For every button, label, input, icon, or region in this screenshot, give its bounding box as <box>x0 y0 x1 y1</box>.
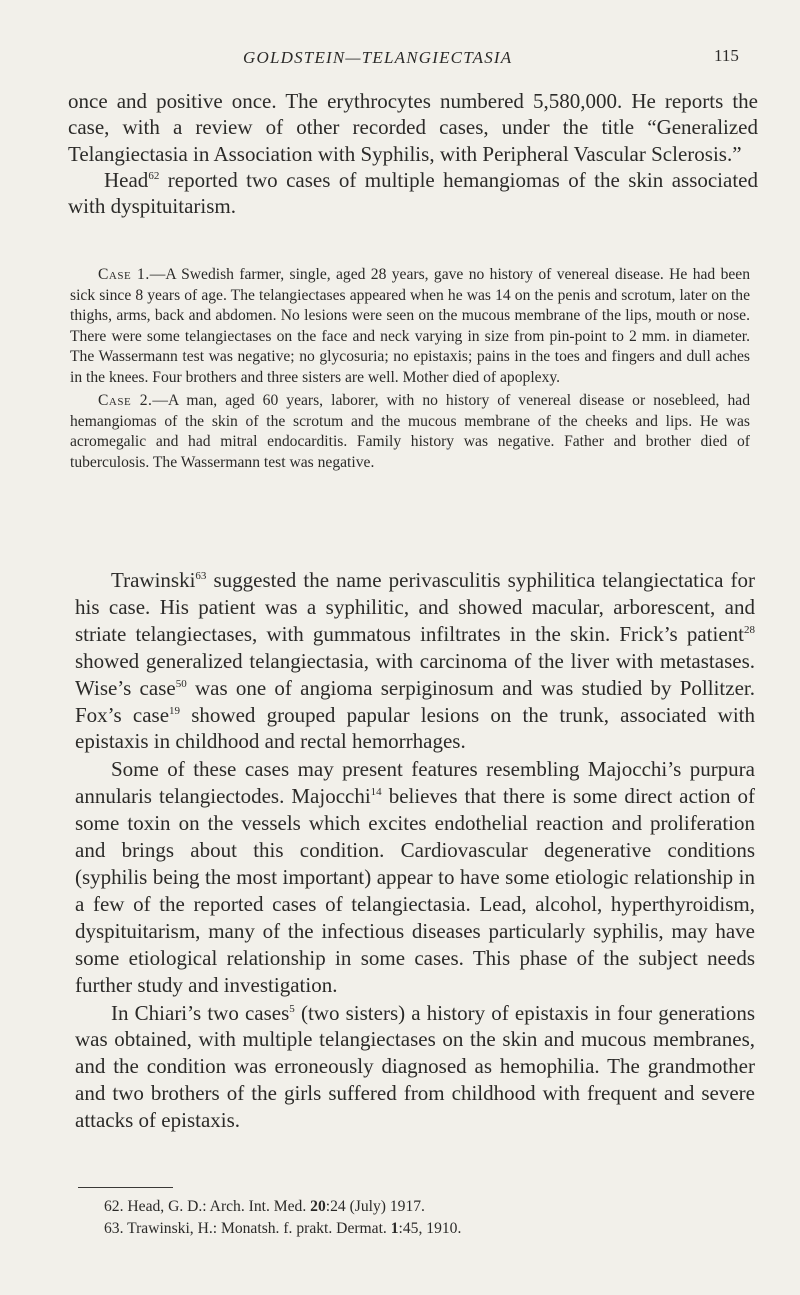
running-head: GOLDSTEIN—TELANGIECTASIA <box>243 48 513 67</box>
footnote-ref: 63 <box>195 570 207 582</box>
footnote-ref: 28 <box>744 623 755 636</box>
footnote-63: 63. Trawinski, H.: Monatsh. f. prakt. Dermat. 1:45, 1910. <box>104 1220 462 1237</box>
paragraph-majocchi: Some of these cases may present features resembling Majocchi’s purpura annularis telangiectodes. Majocchi$^{14}$ believes that there is some direct action of some toxin on the vessels which excites endothelial reaction and proliferation and brings about this condition. Cardiovascular degenerative conditions (syphilis being the most important) appear to have some etiologic relationship in a few of the reported cases of telangiectasia. Lead, alcohol, hyperthyroidism, dyspituitarism, many of the infectious diseases particularly syphilis, may have some etiological relationship in some cases. This phase of the subject needs further study and investigation. <box>75 757 755 997</box>
paragraph-chiari: In Chiari’s two cases$^5$ (two sisters) a history of epistaxis in four generations was obtained, with multiple telangiectases on the skin and mucous membranes, and the condition was erroneously diagnosed as hemophilia. The grandmother and two brothers of the girls suffered from childhood with frequent and severe attacks of epistaxis. <box>75 1000 756 1133</box>
page-number: 115 <box>714 46 739 65</box>
case-label: Case 1. <box>98 266 150 283</box>
footnote-ref: 62 <box>148 169 160 182</box>
footnote-divider <box>78 1187 173 1188</box>
footnote-ref: 19 <box>169 704 181 717</box>
footnotes <box>104 1196 744 1240</box>
case-2: Case 2.—A man, aged 60 years, laborer, with no history of venereal disease or nosebleed, had hemangiomas of the skin of the scrotum and the mucous membrane of the cheeks and lips. He was acromegalic and had mitral endocarditis. Family history was negative. Father and brother died of tuberculosis. The Wassermann test was negative. <box>70 392 750 471</box>
case-reports <box>70 265 750 476</box>
paragraph-head: Head$^{62}$ reported two cases of multiple hemangiomas of the skin associated with dyspituitarism. <box>68 167 758 219</box>
case-label: Case 2. <box>98 392 153 409</box>
body-block-top <box>68 88 758 219</box>
case-1: Case 1.—A Swedish farmer, single, aged 28 years, gave no history of venereal disease. He had been sick since 8 years of age. The telangiectases appeared when he was 14 on the penis and scrotum, later on the thighs, arms, back and abdomen. No lesions were seen on the mucous membrane of the lips, mouth or nose. There were some telangiectases on the face and neck varying in size from pin-point to 2 mm. in diameter. The Wassermann test was negative; no glycosuria; no epistaxis; pains in the toes and fingers and dull aches in the knees. Four brothers and three sisters are well. Mother died of apoplexy. <box>70 266 751 386</box>
paragraph-trawinski: Trawinski$^{63}$ suggested the name perivasculitis syphilitica telangiectatica for his case. His patient was a syphilitic, and showed macular, arborescent, and striate telangiectases, with gummatous infiltrates in the skin. Frick’s patient$^{28}$ showed generalized telangiectasia, with carcinoma of the liver with metastases. Wise’s case$^{50}$ was one of angioma serpiginosum and was studied by Pollitzer. Fox’s case$^{19}$ showed grouped papular lesions on the trunk, associated with epistaxis in childhood and rectal hemorrhages. <box>75 568 755 754</box>
footnote-ref: 50 <box>175 677 187 690</box>
footnote-ref: 5 <box>289 1002 295 1015</box>
body-block-bottom <box>75 567 755 1135</box>
paragraph-continuation: once and positive once. The erythrocytes numbered 5,580,000. He reports the case, with a review of other recorded cases, under the title “Generalized Telangiectasia in Association with Syphilis, with Peripheral Vascular Sclerosis.” <box>68 89 758 166</box>
footnote-ref: 14 <box>370 786 382 799</box>
footnote-62: 62. Head, G. D.: Arch. Int. Med. 20:24 (July) 1917. <box>104 1198 425 1215</box>
